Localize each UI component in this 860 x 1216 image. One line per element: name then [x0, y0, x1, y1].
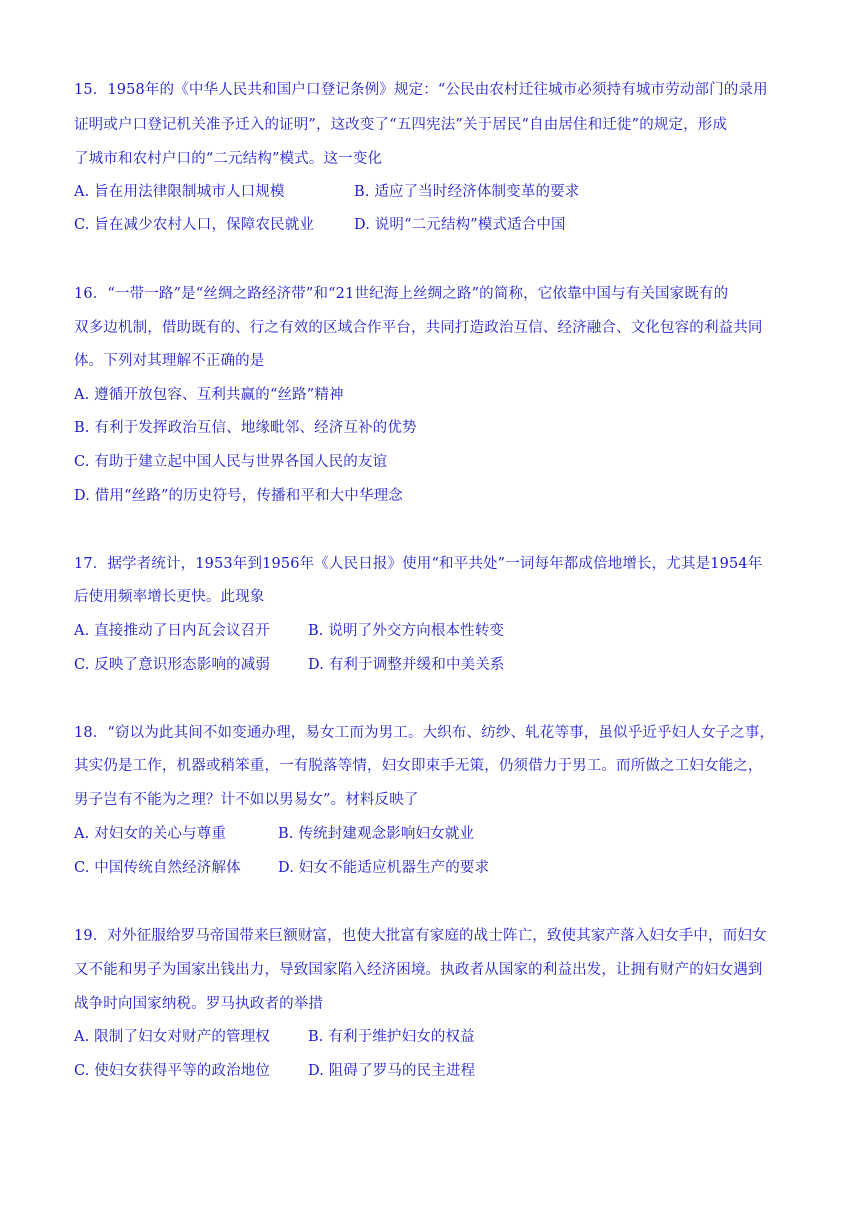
question-stem-line: 体。下列对其理解不正确的是 [74, 353, 265, 369]
option-a: A. 直接推动了日内瓦会议召开 [74, 623, 270, 639]
option-c: C. 反映了意识形态影响的减弱 [74, 657, 271, 673]
option-a: A. 遵循开放包容、互利共赢的“丝路”精神 [74, 387, 344, 403]
question-stem-line: 了城市和农村户口的“二元结构”模式。这一变化 [74, 151, 383, 167]
question-stem-line: 其实仍是工作，机器或稍笨重，一有脱落等情，妇女即束手无策，仍须借力于男工。而所做之工妇女能之， [74, 758, 763, 774]
question-stem-line: 19．对外征服给罗马帝国带来巨额财富，也使大批富有家庭的战士阵亡，致使其家产落入妇女手中，而妇女 [74, 928, 767, 944]
option-c: C. 中国传统自然经济解体 [74, 860, 241, 876]
option-d: D. 阻碍了罗马的民主进程 [308, 1063, 476, 1079]
option-b: B. 有利于维护妇女的权益 [308, 1029, 475, 1045]
option-a: A. 旨在用法律限制城市人口规模 [74, 184, 285, 200]
question-stem-line: 15．1958年的《中华人民共和国户口登记条例》规定：“公民由农村迁往城市必须持有城市劳动部门的录用 [74, 82, 768, 98]
option-b: B. 有利于发挥政治互信、地缘毗邻、经济互补的优势 [74, 420, 417, 436]
option-c: C. 使妇女获得平等的政治地位 [74, 1063, 271, 1079]
option-d: D. 有利于调整并缓和中美关系 [308, 657, 505, 673]
question-stem-line: 17．据学者统计，1953年到1956年《人民日报》使用“和平共处”一词每年都成倍地增长，尤其是1954年 [74, 556, 763, 572]
question-stem-line: 双多边机制，借助既有的、行之有效的区域合作平台，共同打造政治互信、经济融合、文化包容的利益共同 [74, 320, 763, 336]
question-stem-line: 男子岂有不能为之理？计不如以男易女”。材料反映了 [74, 792, 419, 808]
question-stem-line: 又不能和男子为国家出钱出力，导致国家陷入经济困境。执政者从国家的利益出发，让拥有财产的妇女遇到 [74, 962, 763, 978]
question-stem-line: 16．“一带一路”是“丝绸之路经济带”和“21世纪海上丝绸之路”的简称，它依靠中国与有关国家既有的 [74, 286, 729, 302]
option-d: D. 说明“二元结构”模式适合中国 [354, 217, 566, 233]
question-stem-line: 战争时向国家纳税。罗马执政者的举措 [74, 996, 324, 1012]
question-stem-line: 后使用频率增长更快。此现象 [74, 589, 265, 605]
option-c: C. 有助于建立起中国人民与世界各国人民的友谊 [74, 454, 388, 470]
option-d: D. 借用“丝路”的历史符号，传播和平和大中华理念 [74, 488, 403, 504]
question-stem-line: 证明或户口登记机关准予迁入的证明”，这改变了“五四宪法”关于居民“自由居住和迁徙”的规定，形成 [74, 117, 728, 133]
option-b: B. 传统封建观念影响妇女就业 [278, 826, 475, 842]
option-a: A. 限制了妇女对财产的管理权 [74, 1029, 270, 1045]
option-b: B. 适应了当时经济体制变革的要求 [354, 184, 580, 200]
question-stem-line: 18．“窃以为此其间不如变通办理，易女工而为男工。大织布、纺纱、轧花等事，虽似乎近乎妇人女子之事， [74, 725, 775, 741]
option-c: C. 旨在减少农村人口，保障农民就业 [74, 217, 314, 233]
option-a: A. 对妇女的关心与尊重 [74, 826, 226, 842]
option-b: B. 说明了外交方向根本性转变 [308, 623, 505, 639]
option-d: D. 妇女不能适应机器生产的要求 [278, 860, 490, 876]
